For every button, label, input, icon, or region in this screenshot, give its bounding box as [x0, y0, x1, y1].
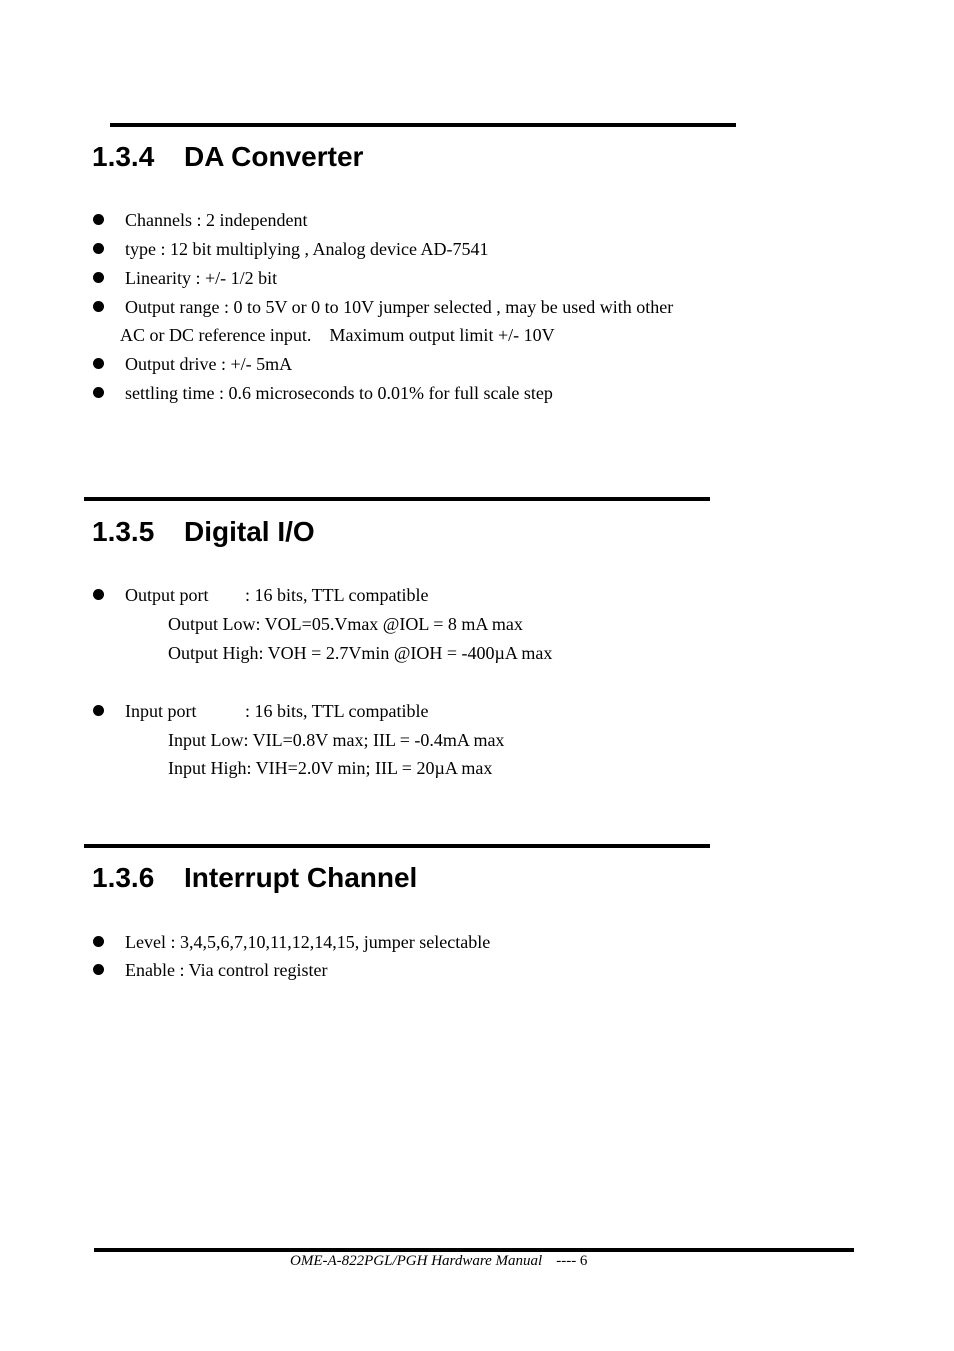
bullet-icon: [93, 964, 104, 975]
list-item: Linearity : +/- 1/2 bit: [125, 268, 278, 288]
section-divider: [84, 844, 710, 848]
section-title: Digital I/O: [184, 516, 315, 547]
list-item: Output drive : +/- 5mA: [125, 354, 293, 374]
bullet-icon: [93, 936, 104, 947]
output-port-row: [125, 584, 428, 606]
bullet-icon: [93, 301, 104, 312]
bullet-icon: [93, 705, 104, 716]
bullet-icon: [93, 358, 104, 369]
section-title: Interrupt Channel: [184, 862, 418, 893]
section-heading-da-converter: [92, 140, 363, 174]
output-port-value: : 16 bits, TTL compatible: [245, 585, 429, 605]
page-footer: [290, 1251, 587, 1271]
input-port-row: [125, 700, 428, 722]
output-port-label: Output port: [125, 585, 209, 605]
footer-manual-title: OME-A-822PGL/PGH Hardware Manual: [290, 1253, 543, 1269]
bullet-icon: [93, 243, 104, 254]
section-heading-digital-io: [92, 515, 315, 549]
section-heading-interrupt-channel: [92, 861, 417, 895]
output-low-spec: Output Low: VOL=05.Vmax @IOL = 8 mA max: [168, 614, 523, 634]
list-item: Output range : 0 to 5V or 0 to 10V jumper selected , may be used with other: [125, 297, 674, 317]
footer-page-number: ---- 6: [556, 1253, 588, 1269]
input-port-value: : 16 bits, TTL compatible: [245, 701, 429, 721]
section-number: 1.3.4: [92, 141, 155, 172]
section-title: DA Converter: [184, 141, 364, 172]
section-number: 1.3.5: [92, 516, 155, 547]
bullet-icon: [93, 589, 104, 600]
list-item: type : 12 bit multiplying , Analog device AD-7541: [125, 239, 489, 259]
section-divider: [110, 123, 736, 127]
section-number: 1.3.6: [92, 862, 155, 893]
input-high-spec: Input High: VIH=2.0V min; IIL = 20µA max: [168, 758, 493, 778]
list-item: Channels : 2 independent: [125, 210, 308, 230]
input-low-spec: Input Low: VIL=0.8V max; IIL = -0.4mA max: [168, 730, 505, 750]
list-item: Enable : Via control register: [125, 960, 328, 980]
list-item: settling time : 0.6 microseconds to 0.01% for full scale step: [125, 383, 553, 403]
output-high-spec: Output High: VOH = 2.7Vmin @IOH = -400µA max: [168, 643, 553, 663]
section-divider: [84, 497, 710, 501]
list-item: Level : 3,4,5,6,7,10,11,12,14,15, jumper selectable: [125, 932, 491, 952]
bullet-icon: [93, 272, 104, 283]
bullet-icon: [93, 214, 104, 225]
bullet-icon: [93, 387, 104, 398]
input-port-label: Input port: [125, 701, 197, 721]
list-item-continuation: AC or DC reference input. Maximum output limit +/- 10V: [120, 325, 555, 345]
